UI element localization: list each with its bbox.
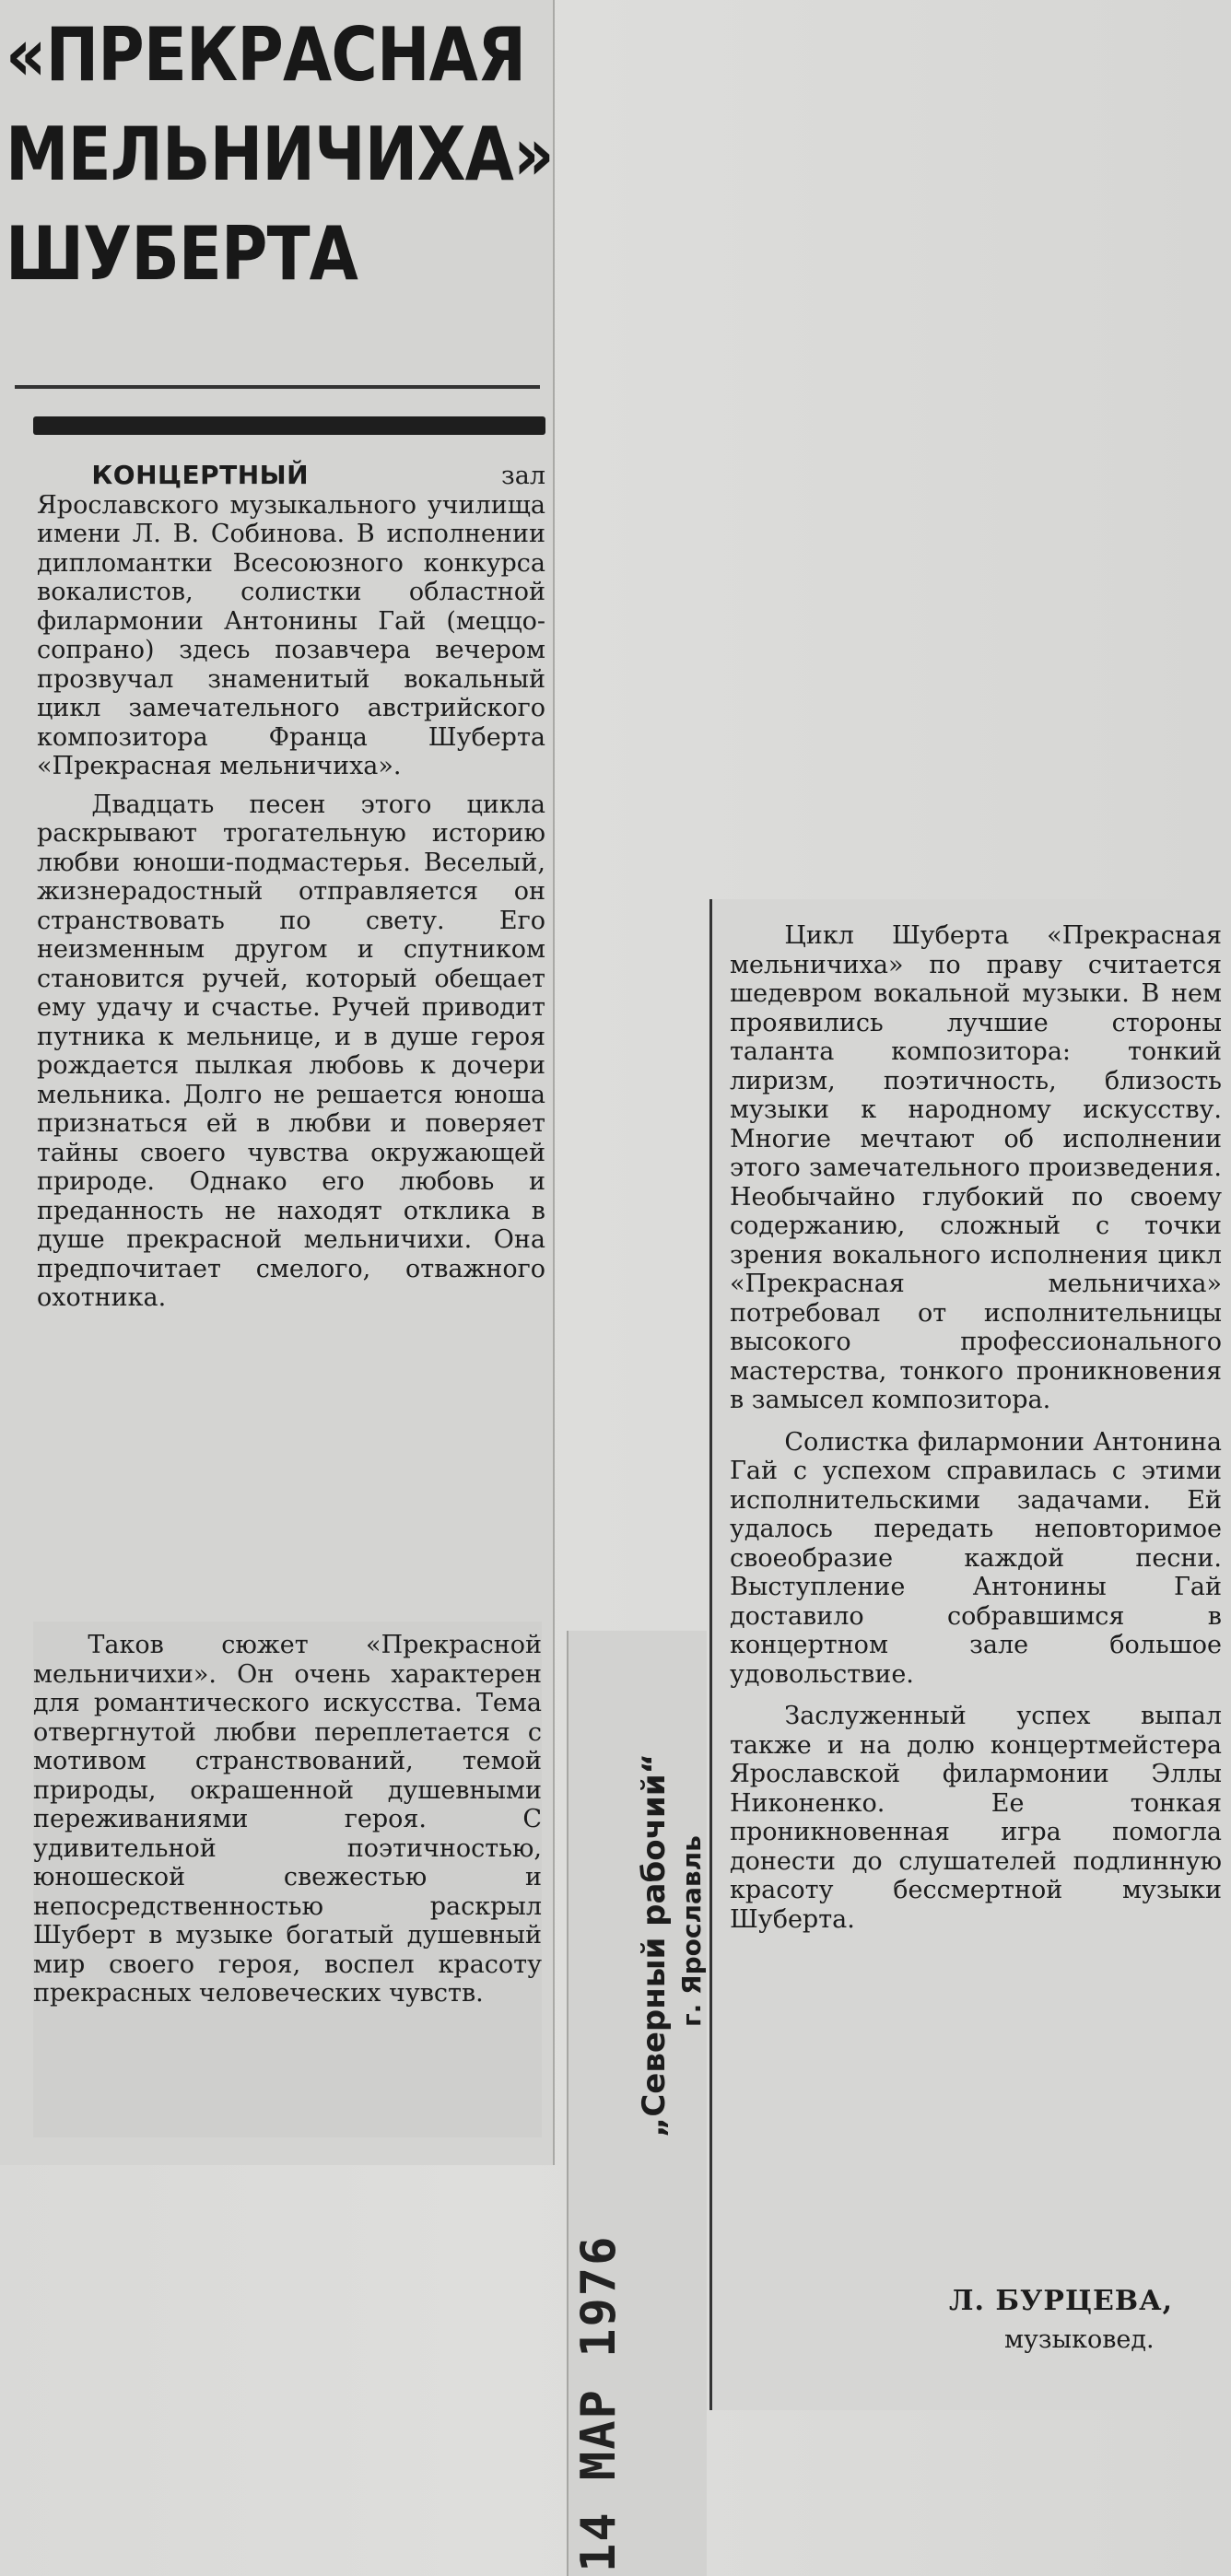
paragraph-2: Двадцать песен этого цикла раскрывают трогательную историю любви юноши-подмастерья. Веселый, жизнерадостный отправляется он странствовать по свету. Его неизменным другом и спутником становится ручей, который обещает ему удачу и счастье. Ручей приводит путника к мельнице, и в душе героя рождается пылкая любовь к дочери мельника. Долго не решается юноша признаться ей в любви и поверяет тайны своего чувства окружающей природе. Однако его любовь и преданность не находят отклика в душе прекрасной мельничихи. Она предпочитает смелого, отважного охотника. bbox=[37, 790, 545, 1312]
paragraph-6: Заслуженный успех выпал также и на долю концертмейстера Ярославской филармонии Эллы Никоненко. Ее тонкая проникновенная игра помогла донести до слушателей подлинную красоту бессмертной музыки Шуберта. bbox=[730, 1702, 1222, 1934]
article-title bbox=[6, 6, 554, 304]
city-stamp: г. Ярославль bbox=[676, 1835, 707, 2027]
lead-word: КОНЦЕРТНЫЙ bbox=[91, 460, 310, 490]
column-left-top bbox=[37, 461, 545, 1603]
paragraph-3: Таков сюжет «Прекрасной мельничихи». Он очень характерен для романтического искусства. Тема отвергнутой любви переплетается с мотивом странствований, темой природы, окрашенной душевными переживаниями героя. С удивительной поэтичностью, юношеской свежестью и непосредственностью раскрыл Шуберт в музыке богатый душевный мир своего героя, воспел красоту прекрасных человеческих чувств. bbox=[33, 1631, 542, 2008]
paragraph-4: Цикл Шуберта «Прекрасная мельничиха» по праву считается шедевром вокальной музыки. В нем проявились лучшие стороны таланта композитора: тонкий лиризм, поэтичность, близость музыки к народному искусству. Многие мечтают об исполнении этого замечательного произведения. Необычайно глубокий по своему содержанию, сложный с точки зрения вокального исполнения цикл «Прекрасная мельничиха» потребовал от исполнительницы высокого профессионального мастерства, тонкого проникновения в замысел композитора. bbox=[730, 921, 1222, 1414]
author-role: музыковед. bbox=[1004, 2325, 1155, 2354]
paragraph-5: Солистка филармонии Антонина Гай с успехом справилась с этими исполнительскими задачами. Ей удалось передать неповторимое своеобразие каждой песни. Выступление Антонины Гай доставило собравшимся в концертном зале большое удовольствие. bbox=[730, 1427, 1222, 1689]
title-line-2: МЕЛЬНИЧИХА» bbox=[6, 111, 554, 197]
paragraph-1-text: зал Ярославского музыкального училища имени Л. В. Собинова. В исполнении дипломантки Всесоюзного конкурса вокалистов, солистки областной филармонии Антонины Гай (меццо-сопрано) здесь позавчера вечером прозвучал знаменитый вокальный цикл замечательного австрийского композитора Франца Шуберта «Прекрасная мельничиха». bbox=[37, 462, 545, 780]
author-name: Л. БУРЦЕВА, bbox=[949, 2285, 1174, 2317]
column-left-bottom bbox=[33, 1622, 542, 2137]
date-stamp: 14 МАР 1976 bbox=[571, 2234, 627, 2572]
column-right bbox=[730, 921, 1222, 1934]
title-rule-thin bbox=[15, 385, 540, 389]
title-line-1: «ПРЕКРАСНАЯ bbox=[6, 12, 526, 98]
title-rule-thick bbox=[33, 416, 545, 435]
paragraph-1 bbox=[37, 461, 545, 781]
title-line-3: ШУБЕРТА bbox=[6, 211, 358, 297]
newspaper-stamp: „Северный рабочий“ bbox=[636, 1753, 673, 2137]
